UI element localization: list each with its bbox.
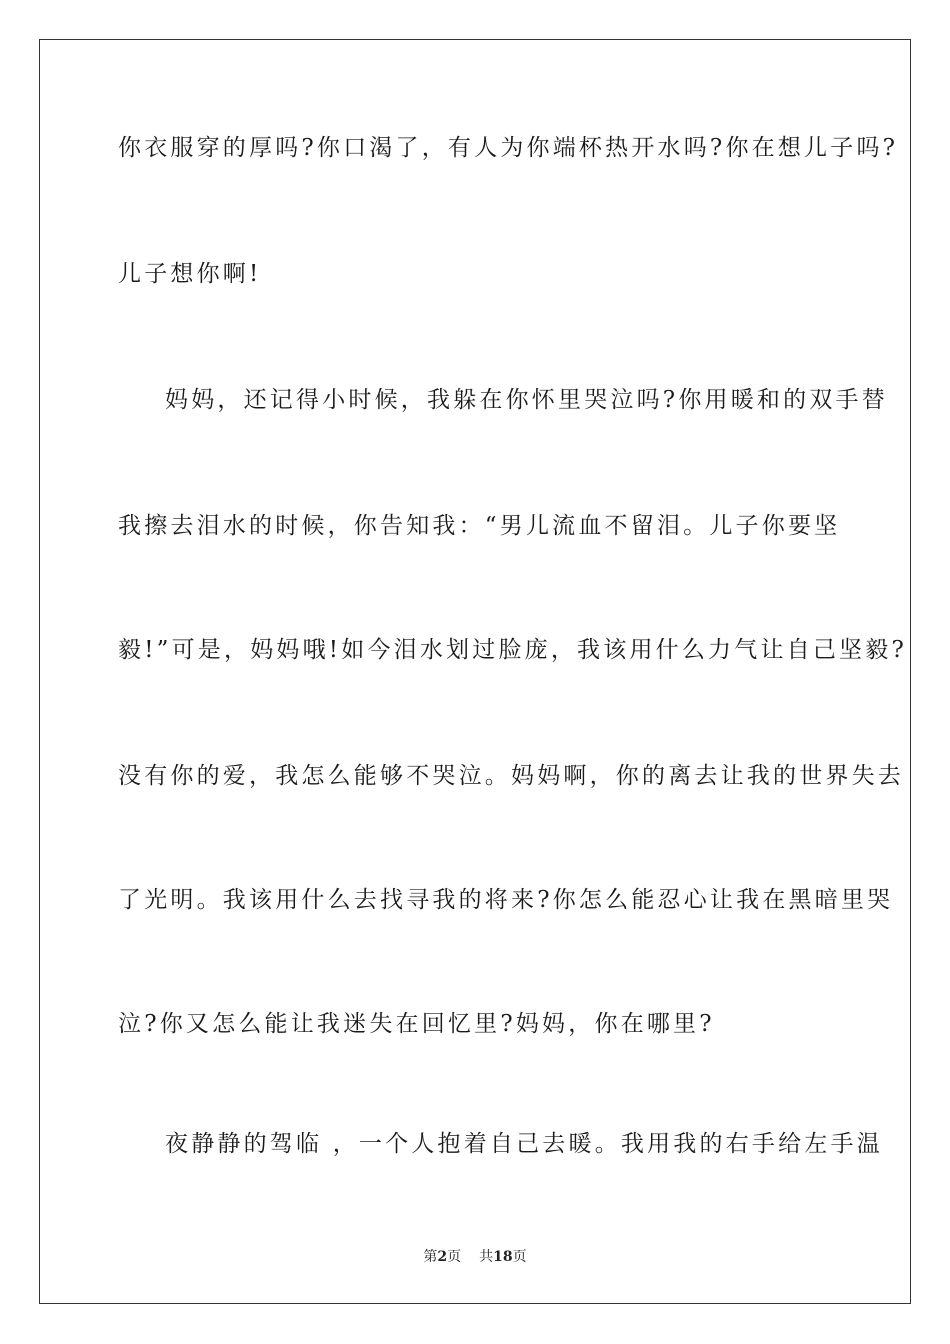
body-line-2: 儿子想你啊! <box>118 261 262 287</box>
body-line-9: 夜静静的驾临 ，一个人抱着自己去暖。我用我的右手给左手温 <box>165 1131 883 1157</box>
body-line-1: 你衣服穿的厚吗?你口渴了，有人为你端杯热开水吗?你在想儿子吗? <box>118 135 899 161</box>
page-border <box>39 39 911 1304</box>
body-line-6: 没有你的爱，我怎么能够不哭泣。妈妈啊，你的离去让我的世界失去 <box>118 763 904 789</box>
body-line-7: 了光明。我该用什么去找寻我的将来?你怎么能忍心让我在黑暗里哭 <box>118 887 894 913</box>
page-number: 2 <box>437 1249 448 1265</box>
body-line-8: 泣?你又怎么能让我迷失在回忆里?妈妈，你在哪里? <box>118 1011 715 1037</box>
page-number-suffix: 页 <box>447 1249 462 1265</box>
total-pages-suffix: 页 <box>512 1249 527 1265</box>
body-line-3: 妈妈，还记得小时候，我躲在你怀里哭泣吗?你用暖和的双手替 <box>165 387 888 413</box>
page-number-prefix: 第 <box>423 1249 438 1265</box>
total-pages: 18 <box>493 1249 513 1265</box>
body-line-4: 我擦去泪水的时候，你告知我：“男儿流血不留泪。儿子你要坚 <box>118 513 841 539</box>
page-footer <box>0 1248 950 1266</box>
body-line-5: 毅!”可是，妈妈哦!如今泪水划过脸庞，我该用什么力气让自己坚毅? <box>118 637 907 663</box>
total-pages-prefix: 共 <box>479 1249 494 1265</box>
